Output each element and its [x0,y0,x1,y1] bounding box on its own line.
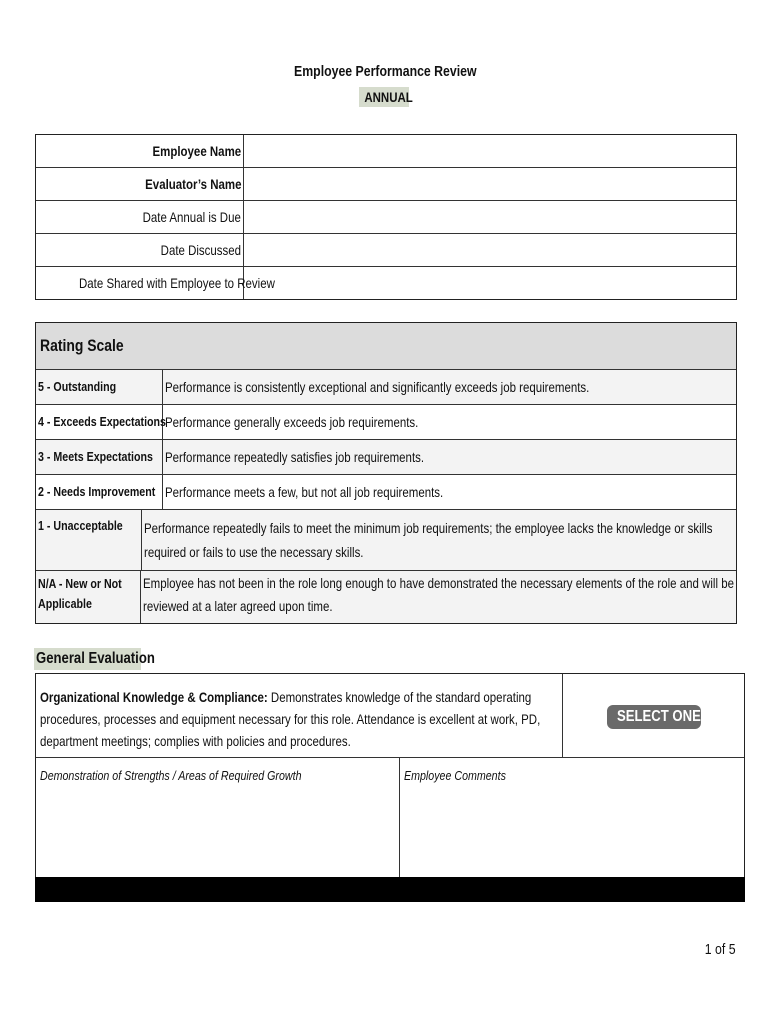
date-shared-field[interactable] [244,267,736,299]
rating-desc: Employee has not been in the role long enough to have demonstrated the necessary elements of the role and will be reviewed at a later agreed upon time. [143,575,735,614]
rating-desc: Performance repeatedly satisfies job requirements. [165,449,425,465]
rating-key: N/A - New or Not Applicable [36,571,141,623]
employee-comments-field[interactable]: Employee Comments [404,768,506,783]
section-divider-bar [35,877,745,902]
rating-row [36,405,736,440]
rating-row [36,510,736,571]
info-row-employee-name [36,135,736,168]
rating-row [36,440,736,475]
info-row-evaluator-name [36,168,736,201]
info-label: Employee Name [36,135,244,167]
criterion-row [36,674,744,758]
rating-scale-title: Rating Scale [36,323,736,370]
criterion-title: Organizational Knowledge & Compliance: [40,689,268,705]
info-label: Date Annual is Due [36,201,244,233]
info-label: Date Shared with Employee to Review [36,267,244,299]
dropdown-arrow-icon: ▾ [704,712,709,722]
rating-key: 1 - Unacceptable [36,510,142,570]
page-number: 1 of 5 [705,941,736,958]
info-row-date-shared [36,267,736,299]
date-discussed-field[interactable] [244,234,736,266]
rating-select-dropdown[interactable]: SELECT ONE ▾ [607,705,701,729]
rating-row [36,370,736,405]
rating-row [36,571,736,623]
rating-desc: Performance is consistently exceptional and significantly exceeds job requirements. [165,379,590,395]
general-evaluation-heading: General Evaluation [34,648,141,670]
info-label: Date Discussed [36,234,244,266]
review-type-badge: ANNUAL [359,87,409,107]
rating-key: 2 - Needs Improvement [36,475,163,509]
employee-info-table [35,134,737,300]
rating-select-cell [563,674,744,757]
strengths-field[interactable]: Demonstration of Strengths / Areas of Required Growth [36,758,400,878]
rating-scale-table [35,322,737,624]
info-label: Evaluator’s Name [36,168,244,200]
criterion-description: Organizational Knowledge & Compliance: Demonstrates knowledge of the standard operating procedures, processes and equipment necessary for this role. Attendance is excellent at work, PD, department meetings; complies with policies and procedures. [36,674,563,757]
comments-row [36,758,744,878]
rating-key: 4 - Exceeds Expectations [36,405,163,439]
date-due-field[interactable] [244,201,736,233]
info-row-date-due [36,201,736,234]
general-evaluation-table [35,673,745,879]
employee-name-field[interactable] [244,135,736,167]
rating-desc: Performance meets a few, but not all job requirements. [165,484,444,500]
rating-key: 5 - Outstanding [36,370,163,404]
evaluator-name-field[interactable] [244,168,736,200]
rating-desc: Performance repeatedly fails to meet the minimum job requirements; the employee lacks the knowledge or skills required or fails to use the necessary skills. [144,520,713,560]
rating-key: 3 - Meets Expectations [36,440,163,474]
info-row-date-discussed [36,234,736,267]
rating-row [36,475,736,510]
page-title: Employee Performance Review [293,63,477,80]
rating-desc: Performance generally exceeds job requirements. [165,414,419,430]
criterion-text: Demonstrates knowledge of the standard operating [270,689,532,705]
